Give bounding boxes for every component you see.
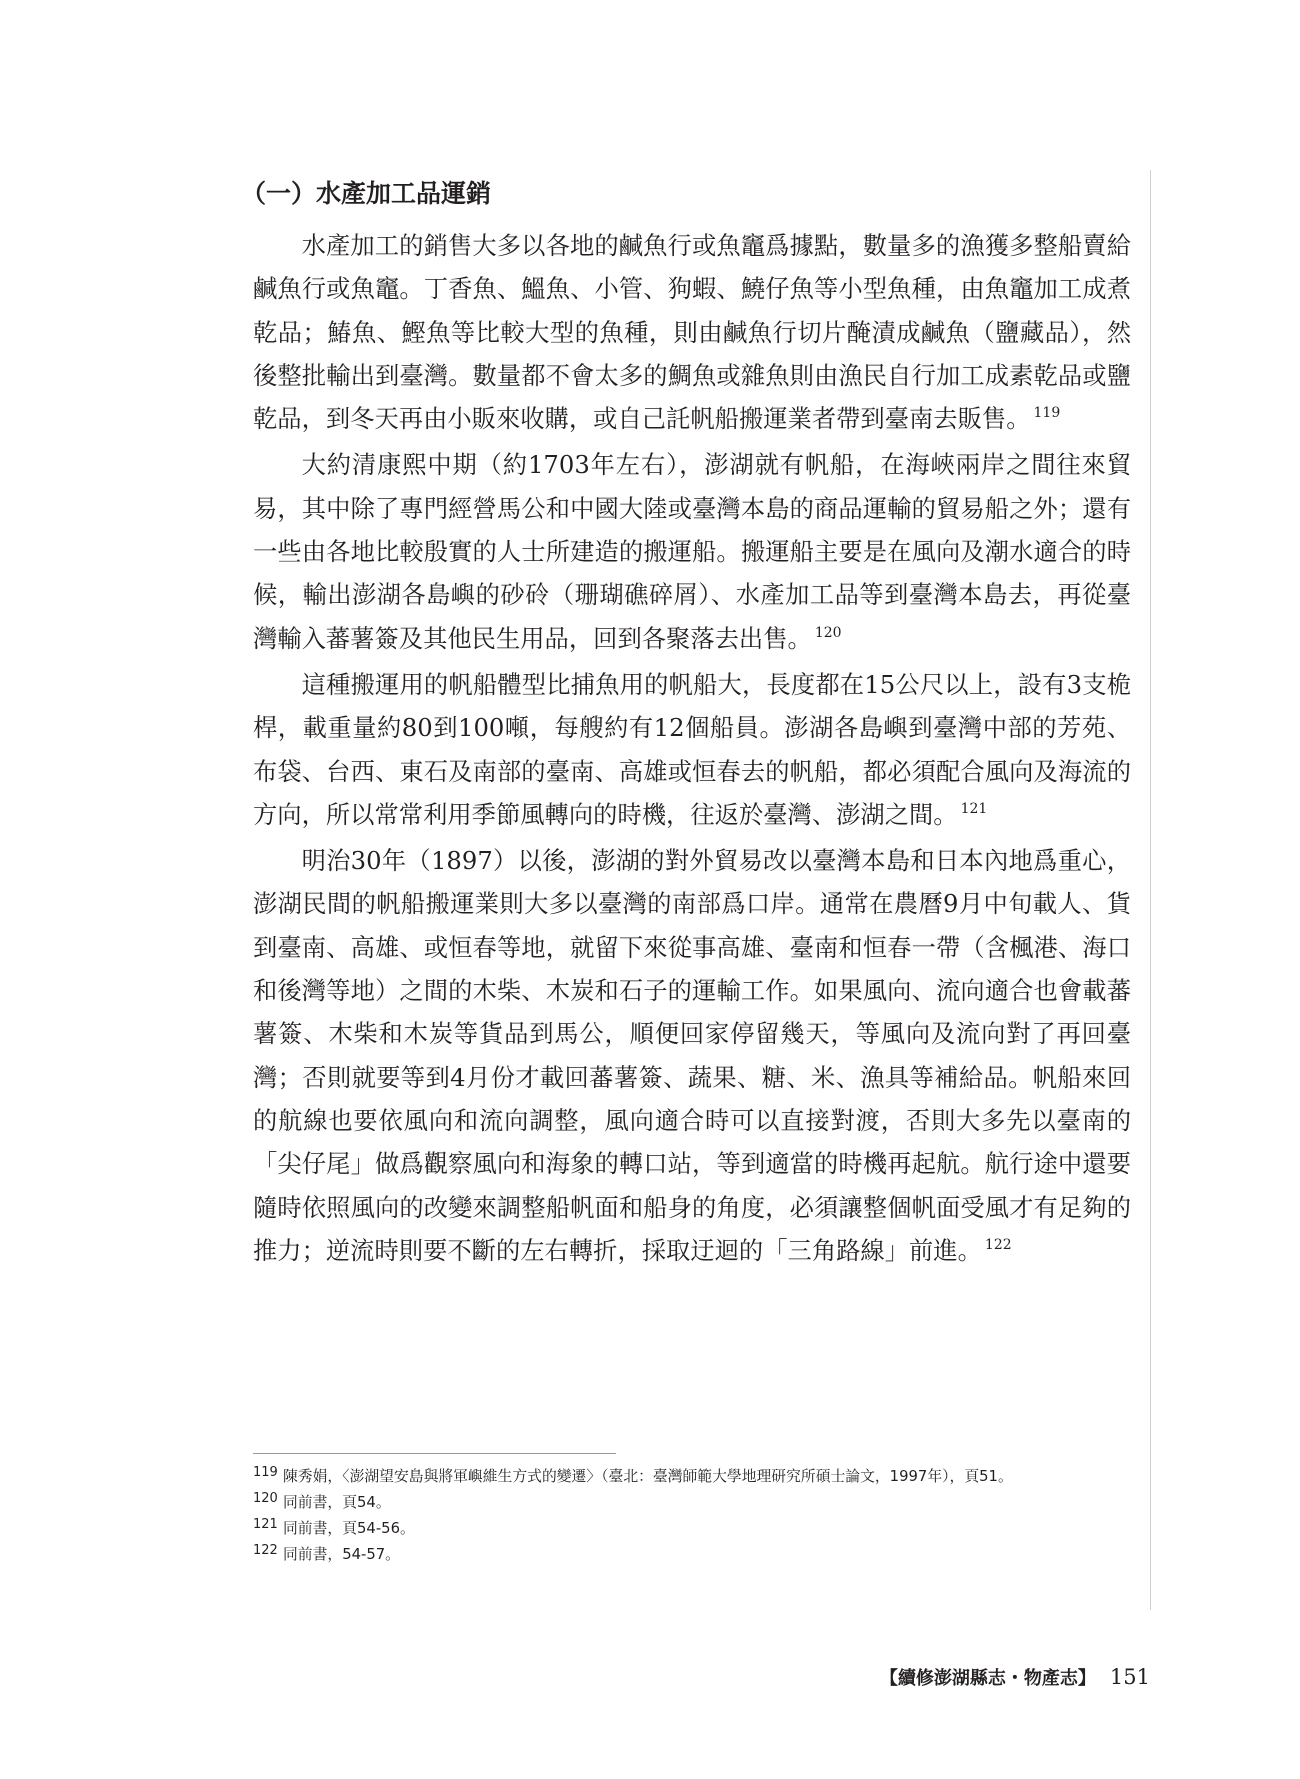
footnote-separator <box>253 1453 616 1454</box>
footnote-ref[interactable]: 119 <box>1033 405 1061 422</box>
footnote-text: 同前書，頁54-56。 <box>283 1520 415 1537</box>
body-paragraph <box>253 224 1131 440</box>
body-paragraph <box>253 663 1131 836</box>
book-title: 【續修澎湖縣志・物產志】 <box>879 1668 1096 1689</box>
page-body <box>241 172 1131 1272</box>
paragraph-text: 這種搬運用的帆船體型比捕魚用的帆船大，長度都在15公尺以上，設有3支桅桿，載重量約80到100噸，每艘約有12個船員。澎湖各島嶼到臺灣中部的芳苑、布袋、台西、東石及南部的臺南、高雄或恒春去的帆船，都必須配合風向及海流的方向，所以常常利用季節風轉向的時機，往返於臺灣、澎湖之間。 <box>253 669 1131 829</box>
footnote-number: 120 <box>253 1491 278 1506</box>
paragraph-text: 大約清康熙中期（約1703年左右），澎湖就有帆船，在海峽兩岸之間往來貿易，其中除了專門經營馬公和中國大陸或臺灣本島的商品運輸的貿易船之外；還有一些由各地比較殷實的人士所建造的搬運船。搬運船主要是在風向及潮水適合的時候，輸出澎湖各島嶼的砂砱（珊瑚礁碎屑）、水產加工品等到臺灣本島去，再從臺灣輸入蕃薯簽及其他民生用品，回到各聚落去出售。 <box>253 450 1131 653</box>
section-heading: （一）水產加工品運銷 <box>241 179 492 208</box>
footnote-ref[interactable]: 121 <box>960 800 988 817</box>
footnote <box>253 1542 1131 1568</box>
footnote-ref[interactable]: 122 <box>984 1236 1012 1253</box>
right-margin-rule <box>1150 170 1151 1610</box>
footnote-text: 同前書，頁54。 <box>283 1494 391 1511</box>
footnote <box>253 1516 1131 1542</box>
paragraph-text: 水產加工的銷售大多以各地的鹹魚行或魚竈爲據點，數量多的漁獲多整船賣給鹹魚行或魚竈。丁香魚、鰮魚、小管、狗蝦、鱙仔魚等小型魚種，由魚竈加工成煮乾品；鰆魚、鰹魚等比較大型的魚種，則由鹹魚行切片醃漬成鹹魚（鹽藏品），然後整批輸出到臺灣。數量都不會太多的鯛魚或雜魚則由漁民自行加工成素乾品或鹽乾品，到冬天再由小販來收購，或自己託帆船搬運業者帶到臺南去販售。 <box>253 231 1131 434</box>
footnote-number: 121 <box>253 1517 278 1532</box>
footnote-text: 同前書，54-57。 <box>283 1546 400 1563</box>
footnote <box>253 1464 1131 1490</box>
footnote-text: 陳秀娟，〈澎湖望安島與將軍嶼維生方式的變遷〉（臺北：臺灣師範大學地理研究所碩士論文，1997年），頁51。 <box>283 1468 1013 1485</box>
body-paragraph <box>253 443 1131 659</box>
footnote-ref[interactable]: 120 <box>814 624 842 641</box>
page-number: 151 <box>1109 1665 1150 1689</box>
footnotes <box>253 1464 1131 1568</box>
footnote <box>253 1490 1131 1516</box>
running-footer <box>870 1662 1150 1694</box>
footnote-number: 119 <box>253 1465 278 1480</box>
footnote-number: 122 <box>253 1543 278 1558</box>
body-paragraph <box>253 839 1131 1272</box>
paragraph-text: 明治30年（1897）以後，澎湖的對外貿易改以臺灣本島和日本內地爲重心，澎湖民間的帆船搬運業則大多以臺灣的南部爲口岸。通常在農曆9月中旬載人、貨到臺南、高雄、或恒春等地，就留下來從事高雄、臺南和恒春一帶（含楓港、海口和後灣等地）之間的木柴、木炭和石子的運輸工作。如果風向、流向適合也會載蕃薯簽、木柴和木炭等貨品到馬公，順便回家停留幾天，等風向及流向對了再回臺灣；否則就要等到4月份才載回蕃薯簽、蔬果、糖、米、漁具等補給品。帆船來回的航線也要依風向和流向調整，風向適合時可以直接對渡，否則大多先以臺南的「尖仔尾」做爲觀察風向和海象的轉口站，等到適當的時機再起航。航行途中還要隨時依照風向的改變來調整船帆面和船身的角度，必須讓整個帆面受風才有足夠的推力；逆流時則要不斷的左右轉折，採取迂迴的「三角路線」前進。 <box>253 846 1131 1265</box>
